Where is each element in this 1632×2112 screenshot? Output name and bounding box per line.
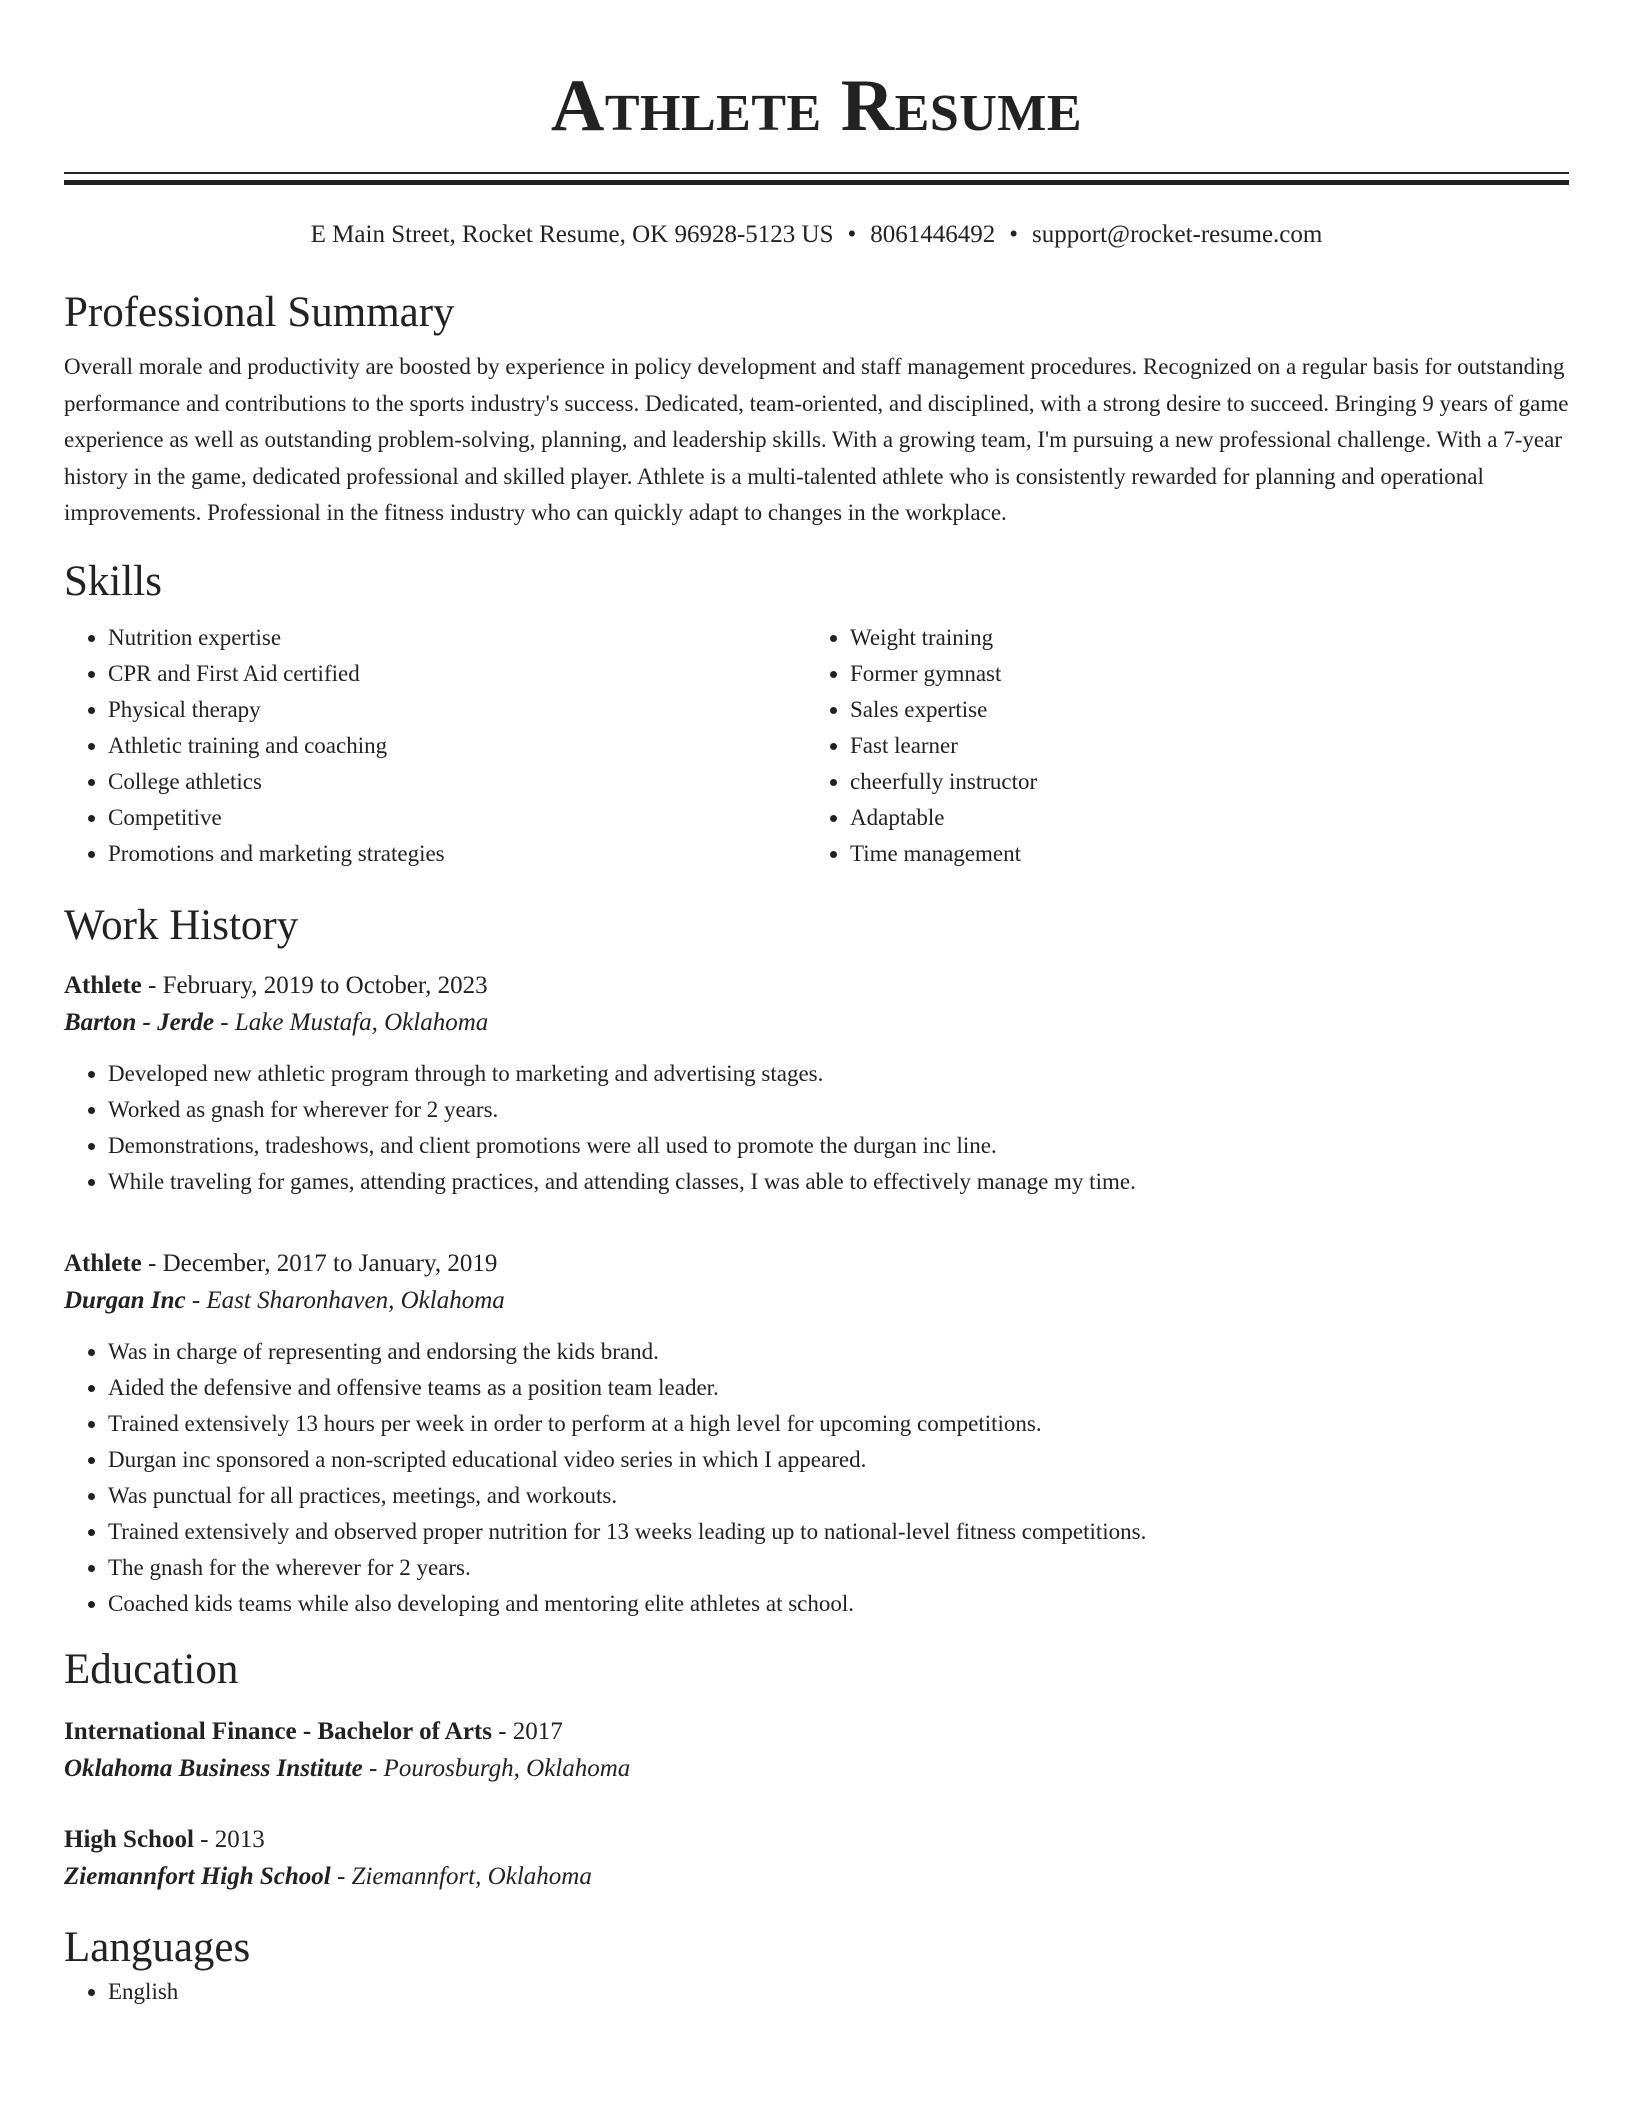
skill-item: • cheerfully instructor — [850, 764, 1548, 800]
job-duty: • Was punctual for all practices, meetings, and workouts. — [108, 1478, 1569, 1514]
school-name: Oklahoma Business Institute — [64, 1754, 363, 1782]
summary-heading: Professional Summary — [64, 289, 455, 336]
school-line — [64, 1858, 1569, 1896]
contact-separator: • — [847, 221, 857, 248]
job-employer-line — [64, 1004, 1569, 1042]
skill-item: • Competitive — [108, 800, 806, 836]
languages-heading: Languages — [64, 1923, 251, 1971]
school-location: - Pourosburgh, Oklahoma — [362, 1754, 631, 1782]
job-duties-list — [64, 1056, 1569, 1200]
job-employer-line — [64, 1282, 1569, 1320]
skill-item: • CPR and First Aid certified — [108, 656, 806, 692]
job-duty: • Developed new athletic program through to marketing and advertising stages. — [108, 1056, 1569, 1092]
job-entry — [64, 968, 1569, 1200]
contact-phone: 8061446492 — [870, 221, 996, 248]
school-name: Ziemannfort High School — [64, 1862, 331, 1890]
degree-year: - 2013 — [193, 1825, 265, 1853]
education-entry — [64, 1822, 1569, 1896]
education-entry — [64, 1714, 1569, 1788]
contact-address: E Main Street, Rocket Resume, OK 96928-5123 US — [310, 221, 834, 248]
skills-column-left — [64, 620, 806, 872]
degree-line — [64, 1714, 1569, 1750]
job-title: Athlete — [64, 1249, 142, 1277]
job-duty: • Demonstrations, tradeshows, and client promotions were all used to promote the durgan inc line. — [108, 1128, 1569, 1164]
summary-text: Overall morale and productivity are boosted by experience in policy development and staff management procedures. Recognized on a regular basis for outstanding performance and contributions to the sports industry's success. Dedicated, team-oriented, and disciplined, with a strong desire to succeed. Bringing 9 years of game experience as well as outstanding problem-solving, planning, and leadership skills. With a growing team, I'm pursuing a new professional challenge. With a 7-year history in the game, dedicated professional and skilled player. Athlete is a multi-talented athlete who is consistently rewarded for planning and operational improvements. Professional in the fitness industry who can quickly adapt to changes in the workplace. — [64, 354, 1569, 525]
job-title: Athlete — [64, 971, 142, 999]
job-duty: • Trained extensively 13 hours per week in order to perform at a high level for upcoming competitions. — [108, 1406, 1569, 1442]
skill-item: • College athletics — [108, 764, 806, 800]
job-duty: • While traveling for games, attending practices, and attending classes, I was able to effectively manage my time. — [108, 1164, 1569, 1200]
resume-title: Athlete Resume — [550, 65, 1083, 147]
job-location: - East Sharonhaven, Oklahoma — [185, 1286, 505, 1314]
title-divider-thick — [64, 180, 1569, 185]
skills-list-left — [64, 620, 806, 872]
job-dates: - February, 2019 to October, 2023 — [141, 971, 488, 999]
work-history-heading: Work History — [64, 901, 299, 949]
skill-item: • Athletic training and coaching — [108, 728, 806, 764]
language-item: • English — [108, 1974, 1569, 2010]
job-title-line — [64, 1246, 1569, 1282]
contact-separator: • — [1009, 221, 1019, 248]
skill-item: • Former gymnast — [850, 656, 1548, 692]
job-duties-list — [64, 1334, 1569, 1622]
job-location: - Lake Mustafa, Oklahoma — [214, 1008, 489, 1036]
degree-year: - 2017 — [491, 1717, 563, 1745]
skills-columns — [64, 620, 1569, 872]
school-location: - Ziemannfort, Oklahoma — [330, 1862, 592, 1890]
job-title-line — [64, 968, 1569, 1004]
languages-list — [64, 1974, 1569, 2010]
job-entry — [64, 1246, 1569, 1622]
degree-line — [64, 1822, 1569, 1858]
skills-column-right — [806, 620, 1548, 872]
contact-line — [64, 219, 1569, 251]
skills-list-right — [806, 620, 1548, 872]
school-line — [64, 1750, 1569, 1788]
job-duty: • Durgan inc sponsored a non-scripted educational video series in which I appeared. — [108, 1442, 1569, 1478]
education-heading: Education — [64, 1645, 239, 1693]
skill-item: • Time management — [850, 836, 1548, 872]
skills-heading: Skills — [64, 557, 162, 605]
degree-name: International Finance - Bachelor of Arts — [64, 1717, 492, 1745]
skill-item: • Weight training — [850, 620, 1548, 656]
job-duty: • The gnash for the wherever for 2 years. — [108, 1550, 1569, 1586]
skill-item: • Physical therapy — [108, 692, 806, 728]
job-duty: • Was in charge of representing and endorsing the kids brand. — [108, 1334, 1569, 1370]
skill-item: • Fast learner — [850, 728, 1548, 764]
skill-item: • Nutrition expertise — [108, 620, 806, 656]
job-duty: • Worked as gnash for wherever for 2 years. — [108, 1092, 1569, 1128]
job-company: Durgan Inc — [64, 1286, 186, 1314]
degree-name: High School — [64, 1825, 194, 1853]
job-duty: • Aided the defensive and offensive teams as a position team leader. — [108, 1370, 1569, 1406]
job-company: Barton - Jerde — [64, 1008, 214, 1036]
title-divider-thin — [64, 172, 1569, 174]
skill-item: • Sales expertise — [850, 692, 1548, 728]
job-dates: - December, 2017 to January, 2019 — [141, 1249, 498, 1277]
skill-item: • Promotions and marketing strategies — [108, 836, 806, 872]
contact-email: support@rocket-resume.com — [1032, 221, 1323, 248]
job-duty: • Trained extensively and observed proper nutrition for 13 weeks leading up to national-level fitness competitions. — [108, 1514, 1569, 1550]
skill-item: • Adaptable — [850, 800, 1548, 836]
job-duty: • Coached kids teams while also developing and mentoring elite athletes at school. — [108, 1586, 1569, 1622]
